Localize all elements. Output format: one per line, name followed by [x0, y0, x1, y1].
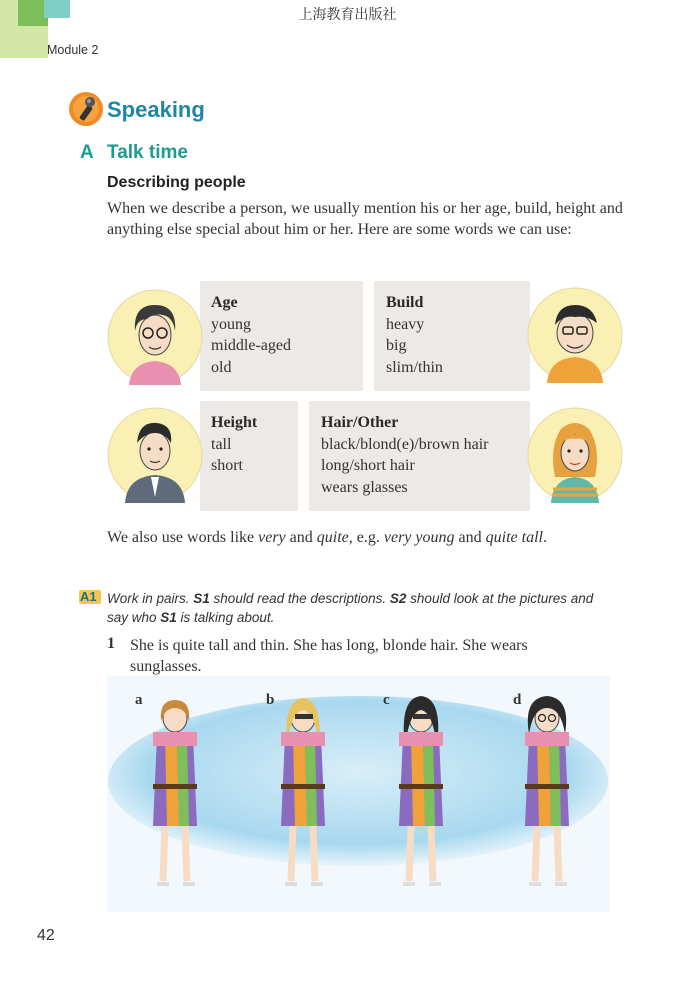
word-item: wears glasses [321, 478, 408, 496]
note-italic: very [258, 529, 286, 546]
note-text: and [285, 529, 317, 546]
question-text: She is quite tall and thin. She has long, blonde hair. She wears sunglasses. [130, 637, 528, 675]
man-with-glasses-illustration [527, 287, 623, 383]
girl-illustration [527, 407, 623, 503]
word-item: young [211, 315, 251, 333]
picture-label-b: b [266, 692, 275, 708]
note-text: , e.g. [348, 529, 384, 546]
part-letter: A [80, 142, 94, 163]
picture-label-c: c [383, 692, 390, 708]
instr-text: Work in pairs. [107, 591, 194, 606]
exercise-instructions [107, 589, 617, 627]
instr-bold: S1 [193, 591, 210, 606]
instr-text: should read the descriptions. [209, 591, 390, 606]
note-italic: quite tall [485, 529, 543, 546]
box-heading: Hair/Other [321, 414, 399, 431]
module-label: Module 2 [47, 43, 99, 57]
subheading: Describing people [107, 174, 246, 191]
build-box [374, 281, 530, 391]
woman-with-glasses-illustration [107, 289, 203, 385]
microphone-icon [68, 91, 104, 127]
word-item: long/short hair [321, 457, 415, 474]
picture-label-a: a [135, 692, 143, 708]
word-item: heavy [386, 315, 425, 333]
height-box [200, 401, 298, 511]
man-in-suit-illustration [107, 407, 203, 503]
age-box [200, 281, 363, 391]
publisher-name: 上海教育出版社 [298, 7, 397, 23]
question-number: 1 [107, 635, 115, 652]
hair-other-box [309, 401, 530, 511]
instr-text: should look at the pictures and say who [107, 591, 594, 625]
box-heading: Build [386, 294, 424, 311]
page-number: 42 [37, 927, 55, 944]
word-item: middle-aged [211, 337, 291, 354]
instr-bold: S1 [160, 610, 177, 625]
four-women-illustration [107, 676, 610, 912]
instr-text: is talking about. [176, 610, 275, 625]
note-italic: quite [316, 529, 349, 546]
note-italic: very young [383, 529, 455, 546]
exercise-label: A1 [80, 589, 97, 604]
box-heading: Height [211, 414, 258, 431]
section-title: Speaking [107, 97, 205, 122]
word-item: black/blond(e)/brown hair [321, 435, 489, 453]
word-item: big [386, 337, 407, 354]
word-item: tall [211, 435, 232, 453]
note-text: . [542, 529, 547, 546]
intro-paragraph: When we describe a person, we usually mention his or her age, build, height and anything else special about him or her. Here are some words we can use: [107, 200, 623, 238]
usage-note [107, 529, 547, 547]
instr-bold: S2 [389, 591, 407, 606]
note-text: and [454, 529, 486, 546]
word-item: short [211, 457, 243, 474]
word-item: slim/thin [386, 358, 443, 376]
part-title: Talk time [107, 142, 188, 163]
box-heading: Age [211, 294, 238, 311]
word-item: old [211, 358, 232, 376]
note-text: We also use words like [107, 529, 259, 546]
picture-label-d: d [513, 692, 522, 708]
